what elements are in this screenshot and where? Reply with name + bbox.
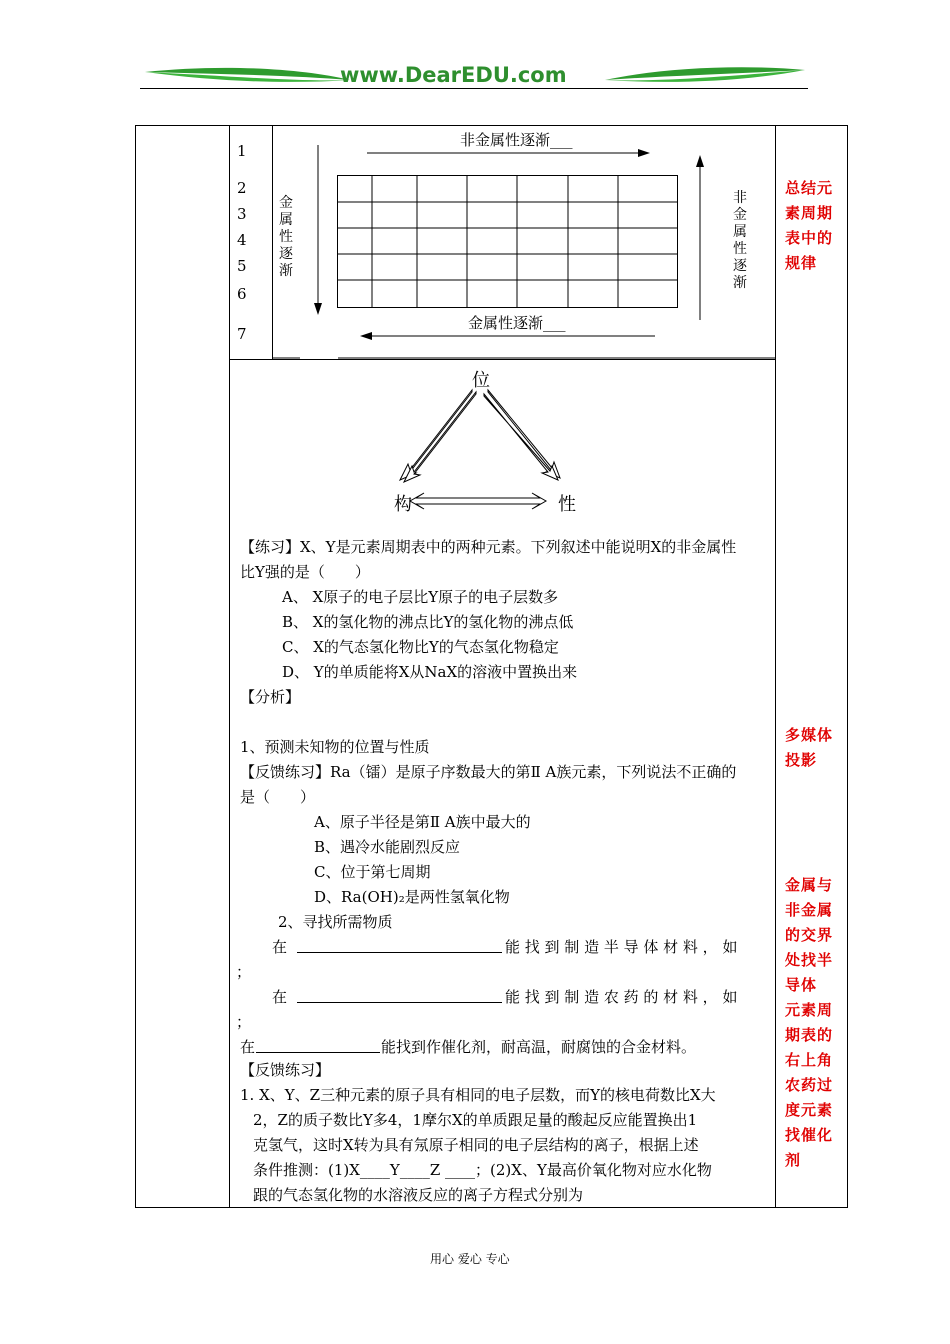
feedback-2-line-2: 2，Z的质子数比Y多4，1摩尔X的单质跟足量的酸起反应能置换出1	[253, 1111, 698, 1129]
row-number-1: 1	[237, 142, 247, 160]
semiconductor-suffix: 能 找 到 制 造 半 导 体 材 料 ， 如	[505, 938, 738, 956]
feedback-2-line-3: 克氢气，这时X转为具有氖原子相同的电子层结构的离子，根据上述	[253, 1136, 699, 1154]
element-grid	[337, 173, 679, 311]
exercise-1-option-b: B、 X的氢化物的沸点比Y的氢化物的沸点低	[282, 613, 574, 631]
exercise-1-question-line-1: 【练习】X、Y是元素周期表中的两种元素。下列叙述中能说明X的非金属性	[240, 538, 737, 556]
left-vertical-label: 金属性逐渐	[279, 195, 293, 279]
semicolon-1: ；	[236, 963, 252, 981]
row-number-7: 7	[237, 325, 247, 343]
note-rules-line-2: 素周期	[785, 204, 834, 222]
triangle-right-label: 性	[558, 494, 576, 515]
note-materials-line-12: 剂	[785, 1151, 802, 1169]
note-rules-line-1: 总结元	[785, 179, 834, 197]
section-1-option-a: A、原子半径是第Ⅱ A族中最大的	[314, 813, 531, 831]
catalyst-blank[interactable]	[256, 1052, 380, 1053]
note-media-line-1: 多媒体	[785, 726, 834, 744]
feedback-2-line-5: 跟的气态氢化物的水溶液反应的离子方程式分别为	[253, 1186, 584, 1204]
row-number-5: 5	[237, 257, 247, 275]
note-rules-line-4: 规律	[785, 254, 818, 272]
feedback-2-line-4: 条件推测：(1)X____Y____Z ____；(2)X、Y最高价氧化物对应水化物	[253, 1161, 712, 1179]
triangle-top-label: 位	[472, 370, 490, 391]
note-media-line-2: 投影	[785, 751, 818, 769]
catalyst-suffix: 能找到作催化剂，耐高温，耐腐蚀的合金材料。	[381, 1038, 697, 1056]
note-materials-line-5: 导体	[785, 976, 818, 994]
note-materials-line-11: 找催化	[785, 1126, 834, 1144]
note-materials-line-3: 的交界	[785, 926, 834, 944]
exercise-1-question-line-2: 比Y强的是（ ）	[240, 563, 370, 581]
analysis-heading: 【分析】	[240, 688, 301, 706]
pesticide-blank[interactable]	[297, 1002, 502, 1003]
semiconductor-prefix: 在	[272, 938, 288, 956]
note-materials-line-9: 农药过	[785, 1076, 834, 1094]
logo-text: www.DearEDU.com	[340, 63, 567, 87]
feedback-2-line-1: 1. X、Y、Z三种元素的原子具有相同的电子层数，而Y的核电荷数比X大	[240, 1086, 716, 1104]
exercise-1-option-c: C、 X的气态氢化物比Y的气态氢化物稳定	[282, 638, 559, 656]
section-1-question-line-1: 【反馈练习】Ra（镭）是原子序数最大的第Ⅱ A族元素，下列说法不正确的	[240, 763, 737, 781]
section-1-title: 1、预测未知物的位置与性质	[240, 738, 430, 756]
section-1-option-d: D、Ra(OH)₂是两性氢氧化物	[314, 888, 510, 906]
note-rules-line-3: 表中的	[785, 229, 834, 247]
note-materials-line-1: 金属与	[785, 876, 834, 894]
note-materials-line-7: 期表的	[785, 1026, 834, 1044]
note-materials-line-6: 元素周	[785, 1001, 834, 1019]
bottom-trend-label: 金属性逐渐___	[468, 314, 566, 332]
row-number-6: 6	[237, 285, 247, 303]
note-materials-line-4: 处找半	[785, 951, 834, 969]
note-materials-line-8: 右上角	[785, 1051, 834, 1069]
right-vertical-label: 非金属性逐渐	[733, 190, 747, 291]
section-1-option-c: C、位于第七周期	[314, 863, 431, 881]
row-number-2: 2	[237, 179, 247, 197]
section-2-title: 2、寻找所需物质	[278, 913, 393, 931]
note-materials-line-2: 非金属	[785, 901, 834, 919]
pesticide-suffix: 能 找 到 制 造 农 药 的 材 料 ， 如	[505, 988, 738, 1006]
row-number-4: 4	[237, 231, 247, 249]
row-number-3: 3	[237, 205, 247, 223]
triangle-left-label: 构	[394, 494, 412, 515]
exercise-1-option-a: A、 X原子的电子层比Y原子的电子层数多	[282, 588, 559, 606]
note-materials-line-10: 度元素	[785, 1101, 834, 1119]
footer-text: 用心 爱心 专心	[430, 1252, 510, 1266]
catalyst-prefix: 在	[240, 1038, 256, 1056]
section-1-question-line-2: 是（ ）	[240, 788, 316, 806]
header-rule	[140, 88, 808, 89]
semiconductor-blank[interactable]	[297, 952, 502, 953]
top-trend-label: 非金属性逐渐___	[460, 131, 573, 149]
pesticide-prefix: 在	[272, 988, 288, 1006]
exercise-1-option-d: D、 Y的单质能将X从NaX的溶液中置换出来	[282, 663, 578, 681]
feedback-2-title: 【反馈练习】	[240, 1061, 331, 1079]
section-1-option-b: B、遇冷水能剧烈反应	[314, 838, 461, 856]
semicolon-2: ；	[236, 1013, 252, 1031]
